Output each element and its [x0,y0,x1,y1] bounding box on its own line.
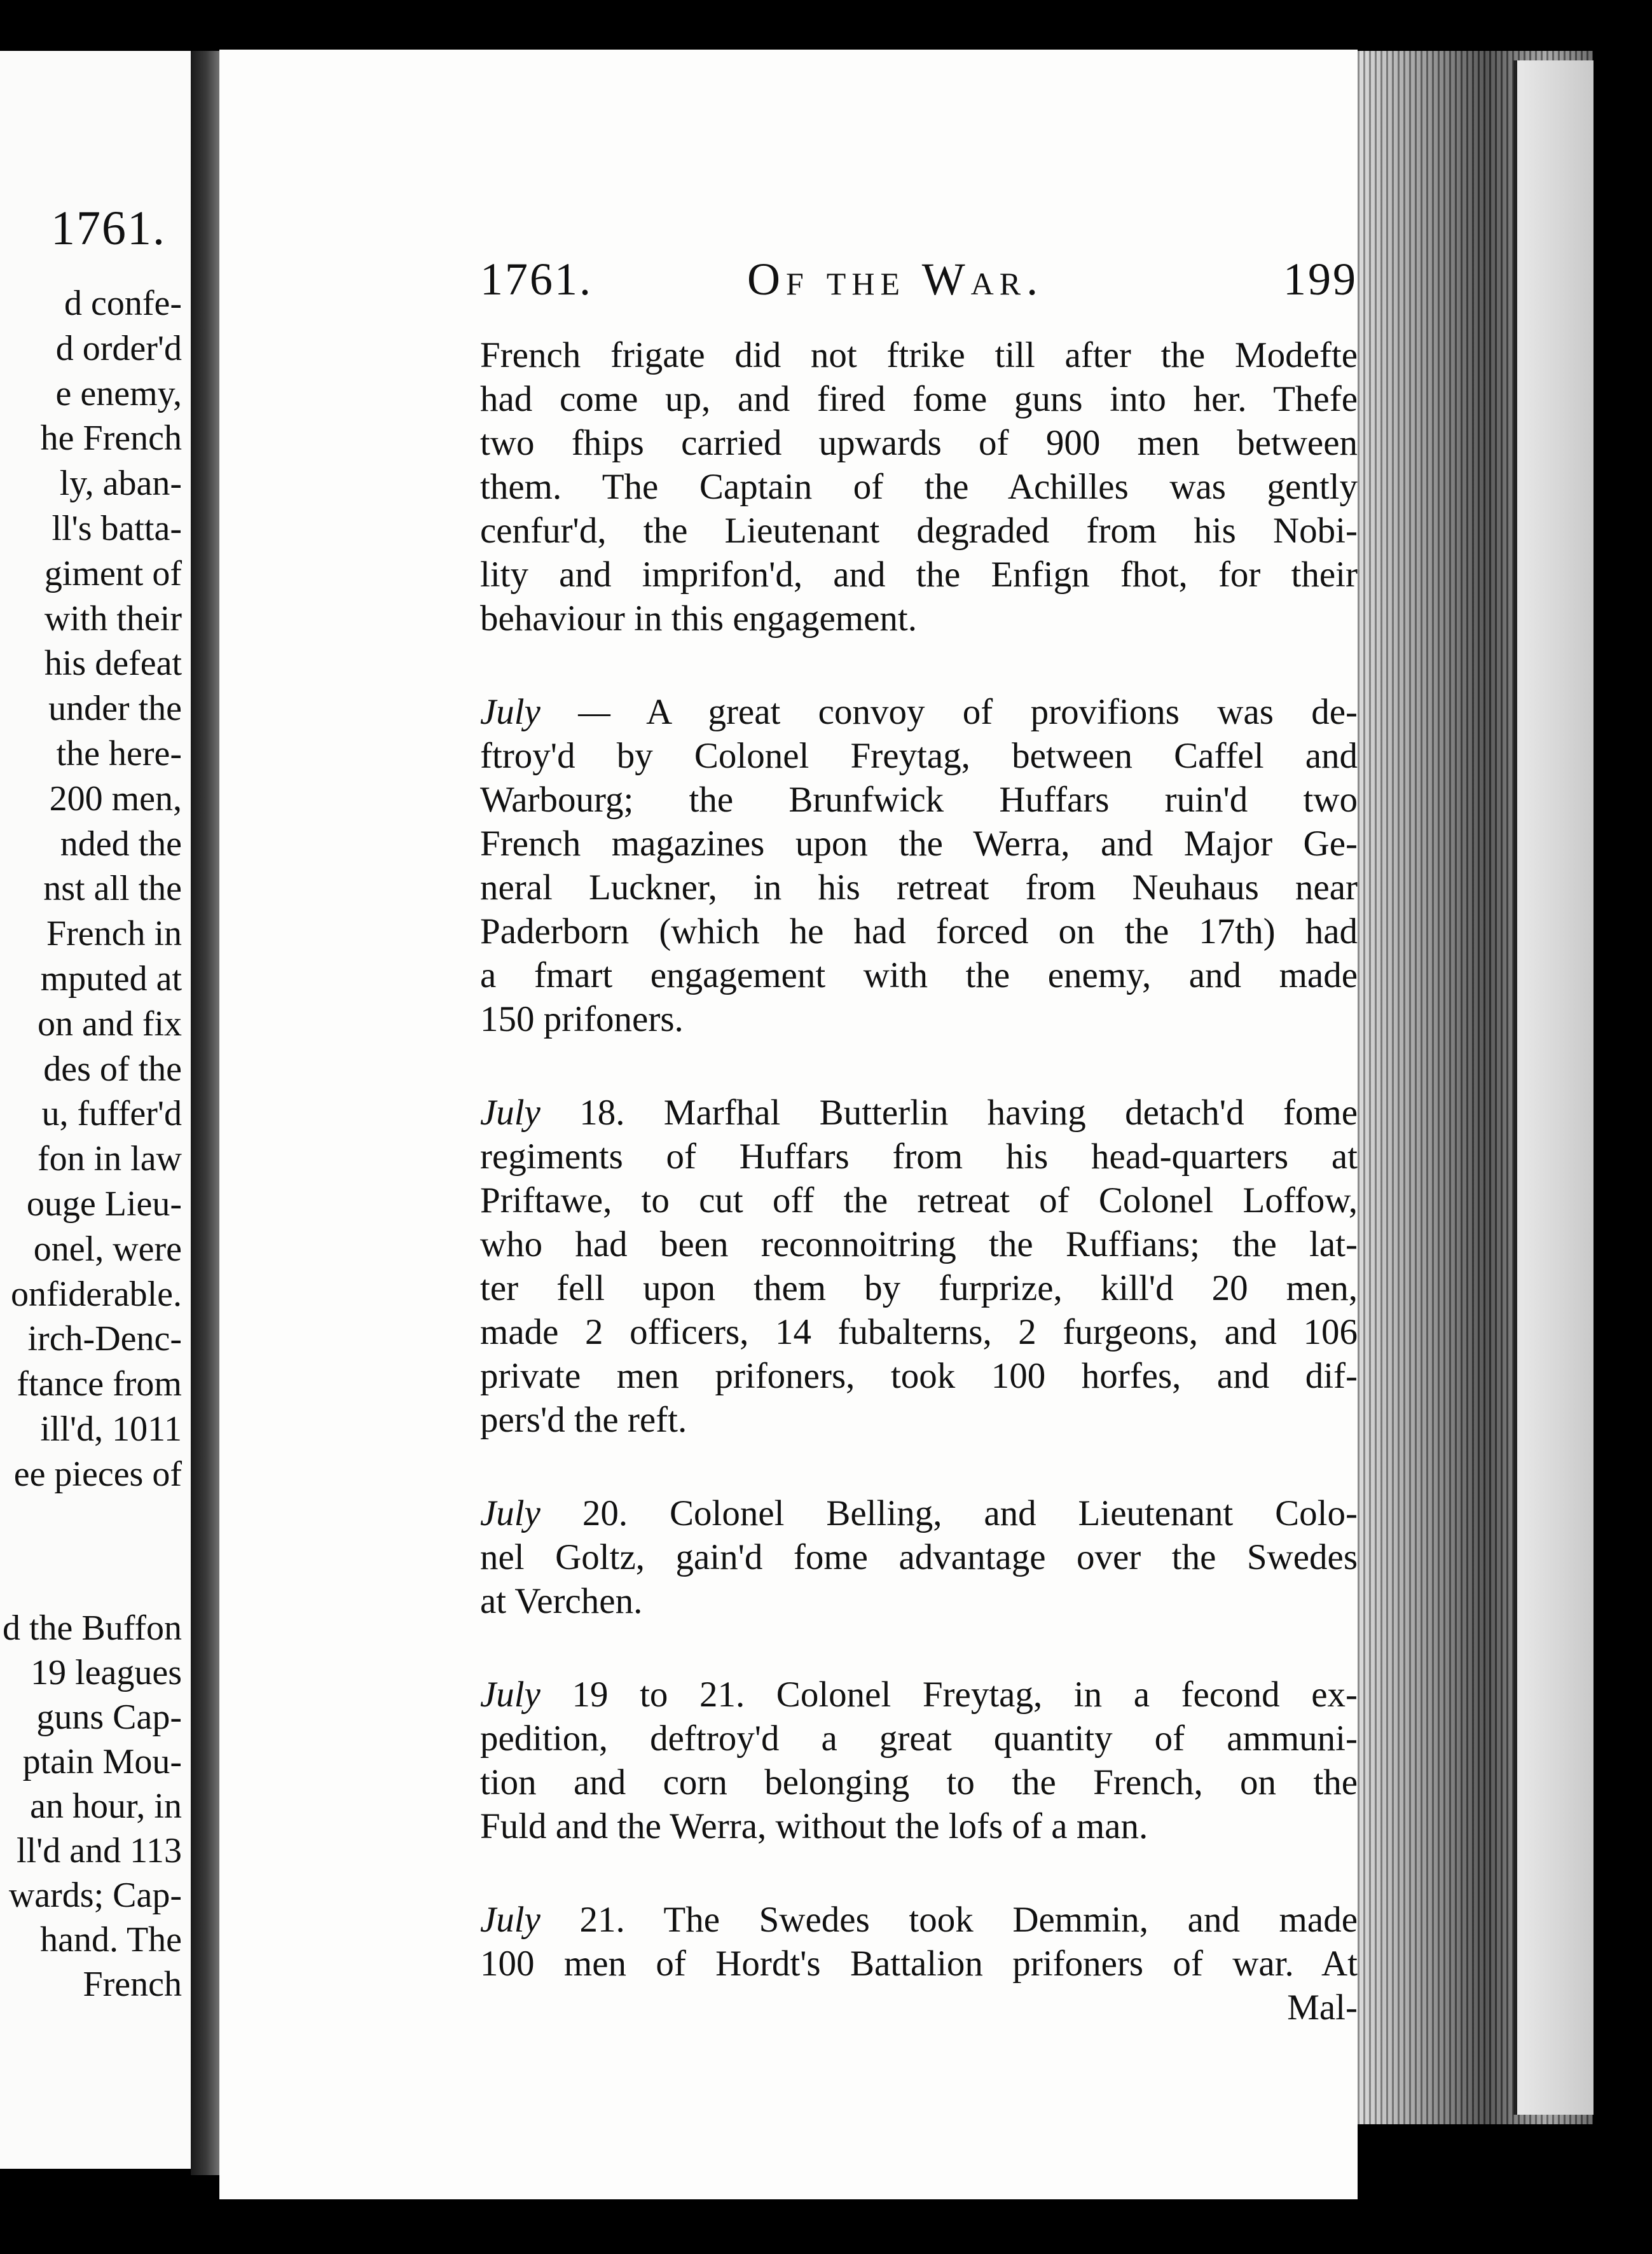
left-page-text [0,281,182,1497]
left-page-line: wards; Cap- [8,1876,182,1915]
text-line: French magazines upon the Werra, and Major Ge- [480,824,1358,864]
text-line: Fuld and the Werra, without the lofs of a man. [480,1806,1148,1846]
text-line: them. The Captain of the Achilles was gently [480,467,1358,507]
text-line: lity and imprifon'd, and the Enfign fhot, for their [480,555,1358,595]
text-line: Paderborn (which he had forced on the 17th) had [480,911,1358,951]
left-page-line: giment of [44,553,182,593]
left-page-line: ly, aban- [59,464,182,504]
left-page-line: an hour, in [30,1787,182,1826]
left-facing-page [0,51,195,2169]
paragraph [480,690,1358,1041]
left-page-line: 200 men, [49,778,182,819]
left-page-line: ee pieces of [13,1454,182,1494]
left-page-line: hand. The [40,1920,182,1960]
left-page-line: ftance from [17,1364,182,1404]
left-page-line: 19 leagues [31,1653,182,1692]
text-run: A great convoy of provifions was de- [610,692,1358,732]
text-line: nel Goltz, gain'd fome advantage over the Swedes [480,1537,1358,1577]
entry-date: July [480,1493,540,1533]
text-line [480,1898,1358,1942]
text-line: French frigate did not ftrike till after the Modefte [480,335,1358,375]
left-page-line: des of the [43,1049,182,1089]
text-run: 21. The Swedes took Demmin, and made [540,1900,1358,1940]
left-page-line: onel, were [33,1229,182,1269]
left-page-line: ouge Lieu- [26,1184,182,1224]
left-page-line: e enemy, [55,373,182,413]
text-run: 20. Colonel Belling, and Lieutenant Colo- [540,1493,1358,1533]
page-body [480,333,1358,2029]
left-page-line: ll'd and 113 [17,1831,182,1870]
text-line [480,1673,1358,1717]
left-page-text-lower [0,1606,182,2007]
book-cover-edge [1513,60,1593,2115]
left-page-line: fon in law [37,1139,182,1179]
text-line: had come up, and fired fome guns into her. Thefe [480,379,1358,419]
running-head-year: 1761. [480,254,593,305]
left-page-line: onfiderable. [11,1274,182,1314]
paragraph [480,1673,1358,1848]
paragraph [480,1491,1358,1623]
text-line: Priftawe, to cut off the retreat of Colonel Loffow, [480,1180,1358,1220]
left-page-line: irch-Denc- [27,1319,182,1359]
left-page-line: under the [48,689,182,729]
text-line: regiments of Huffars from his head-quarters at [480,1137,1358,1177]
text-run: 19 to 21. Colonel Freytag, in a fecond ex- [540,1675,1358,1715]
text-line: two fhips carried upwards of 900 men between [480,423,1358,463]
left-page-header: 1761. [51,202,166,255]
left-page-line: mputed at [40,958,182,999]
paragraph [480,1898,1358,2029]
text-line: behaviour in this engagement. [480,598,917,639]
text-line [480,690,1358,734]
left-page-line: ill'd, 1011 [40,1409,182,1449]
text-line: pedition, deftroy'd a great quantity of ammuni- [480,1718,1358,1759]
paragraph [480,1091,1358,1442]
left-page-line: ptain Mou- [22,1742,182,1781]
left-page-line: his defeat [44,644,182,684]
text-line: Warbourg; the Brunfwick Huffars ruin'd two [480,780,1358,820]
text-line [480,1491,1358,1535]
entry-date: July — [480,692,610,732]
catchword: Mal- [1287,1988,1358,2028]
running-head-title: Of the War. [747,254,1044,305]
text-line: who had been reconnoitring the Ruffians; the lat- [480,1224,1358,1264]
text-run: 18. Marfhal Butterlin having detach'd fome [540,1093,1358,1133]
book-page [219,50,1358,2199]
text-line: 100 men of Hordt's Battalion prifoners of war. At [480,1944,1358,1984]
text-line [480,1091,1358,1135]
left-page-line: nded the [60,824,182,864]
text-line: 150 prifoners. [480,999,684,1039]
left-page-line: d order'd [55,328,182,368]
left-page-line: with their [44,598,182,639]
text-line: cenfur'd, the Lieutenant degraded from his Nobi- [480,511,1358,551]
left-page-line: ll's batta- [52,508,182,548]
running-head [480,253,1358,317]
page-number: 199 [1283,254,1358,305]
left-page-line: French [83,1965,182,2004]
text-line: at Verchen. [480,1581,643,1621]
left-page-line: French in [46,914,182,954]
left-page-line: nst all the [43,869,182,909]
left-page-line: guns Cap- [36,1697,182,1737]
text-line: neral Luckner, in his retreat from Neuhaus near [480,868,1358,908]
text-line: ftroy'd by Colonel Freytag, between Caffel and [480,736,1358,776]
left-page-line: u, fuffer'd [41,1094,182,1134]
left-page-line: d confe- [64,284,182,323]
text-line: pers'd the reft. [480,1400,687,1440]
text-line: made 2 officers, 14 fubalterns, 2 furgeons, and 106 [480,1312,1358,1352]
left-page-line: the here- [56,733,182,773]
left-page-line: d the Buffon [2,1608,182,1648]
text-line: ter fell upon them by furprize, kill'd 20 men, [480,1268,1358,1308]
entry-date: July [480,1900,540,1940]
text-line: tion and corn belonging to the French, on the [480,1762,1358,1802]
entry-date: July [480,1675,540,1715]
entry-date: July [480,1093,540,1133]
paragraph [480,333,1358,640]
text-line: a fmart engagement with the enemy, and made [480,955,1358,995]
left-page-line: on and fix [37,1004,182,1044]
left-page-line: he French [40,418,182,459]
text-line: private men prifoners, took 100 horfes, and dif- [480,1356,1358,1396]
